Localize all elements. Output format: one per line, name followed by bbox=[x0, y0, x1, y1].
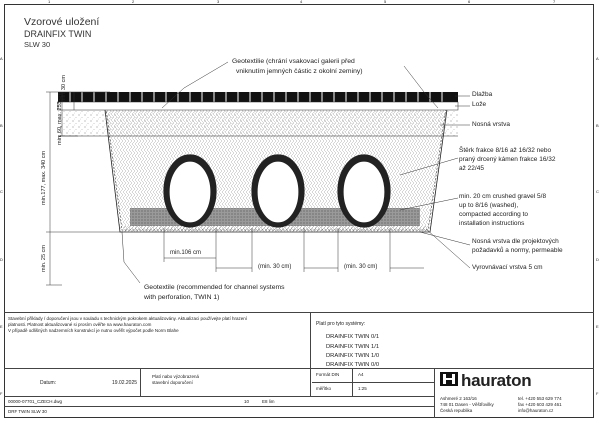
border-letter: A bbox=[596, 56, 599, 61]
label-geotextile-top: vniknutím jemných částic z okolní zeminy) bbox=[236, 68, 363, 75]
dim-min177: min.177, max. 340 cm bbox=[41, 150, 47, 205]
border-letter: F bbox=[596, 391, 599, 396]
channel-left bbox=[164, 155, 216, 227]
dim-min106: min.106 cm bbox=[170, 250, 202, 256]
border-letter: E bbox=[0, 324, 3, 329]
channel-right bbox=[338, 155, 390, 227]
label-nosna-proj: Nosná vrstva dle projektových bbox=[472, 238, 559, 245]
paving-blocks bbox=[58, 92, 458, 102]
drawing-product: DRAINFIX TWIN bbox=[24, 29, 92, 39]
company-address: Ashmeré 2 163/16 bbox=[440, 396, 477, 401]
border-number: 7 bbox=[553, 0, 556, 4]
product-item: DRAINFIX TWIN 0/1 bbox=[326, 334, 380, 340]
titleblock-line bbox=[4, 368, 594, 369]
border-number: 2 bbox=[132, 0, 135, 4]
product-item: DRAINFIX TWIN 0/0 bbox=[326, 362, 380, 368]
label-sterk: praný drcený kámen frakce 16/32 bbox=[459, 156, 556, 163]
label-geotextile-bottom: with perforation, TWIN 1) bbox=[144, 294, 220, 301]
titleblock-line bbox=[352, 368, 353, 396]
bedding-layer bbox=[58, 102, 458, 110]
label-vyrovnavaci: Vyrovnávací vrstva 5 cm bbox=[472, 264, 543, 271]
meritko-label: měřítko bbox=[316, 386, 332, 391]
titleblock-line bbox=[4, 406, 434, 407]
label-geotextile-bottom: Geotextile (recommended for channel systems bbox=[144, 284, 285, 291]
label-min20: installation instructions bbox=[459, 220, 525, 227]
channel-middle bbox=[252, 155, 304, 227]
label-min20: up to 8/16 (washed), bbox=[459, 202, 519, 209]
description: Platí nabo výzobrazená bbox=[152, 374, 200, 379]
border-letter: F bbox=[0, 391, 3, 396]
base-layer bbox=[58, 110, 458, 136]
titleblock-line bbox=[4, 396, 434, 397]
titleblock-line bbox=[4, 312, 594, 313]
product-item: DRAINFIX TWIN 1/0 bbox=[326, 353, 380, 359]
footer-name: DRF TWIN SLW 30 bbox=[8, 409, 47, 414]
label-nosna-vrstva: Nosná vrstva bbox=[472, 121, 510, 128]
border-letter: B bbox=[0, 123, 3, 128]
titleblock-line bbox=[310, 312, 311, 396]
label-sterk: Štěrk frakce 8/16 až 16/32 nebo bbox=[459, 147, 552, 154]
label-min20: min. 20 cm crushed gravel 5/8 bbox=[459, 193, 547, 200]
company-name: hauraton bbox=[461, 371, 532, 390]
titleblock-line bbox=[140, 368, 141, 396]
border-letter: C bbox=[596, 189, 599, 194]
border-number: 5 bbox=[384, 0, 387, 4]
titleblock-line bbox=[434, 368, 435, 418]
border-number: 4 bbox=[300, 0, 303, 4]
note-line: platnosti. Platnost aktualizované si prosím ověřte na www.hauraton.com bbox=[8, 322, 152, 327]
border-number: 6 bbox=[468, 0, 471, 4]
border-letter: D bbox=[596, 257, 599, 262]
border-letter: A bbox=[0, 56, 3, 61]
dim-min60: min. 60, max. 253 cm bbox=[57, 92, 63, 145]
language: E8 lim bbox=[262, 399, 275, 404]
description: stavební doporučení bbox=[152, 380, 193, 385]
sheet-number: 10 bbox=[244, 399, 250, 404]
products-heading: Platí pro tyto systémy: bbox=[316, 321, 366, 327]
product-item: DRAINFIX TWIN 1/1 bbox=[326, 344, 380, 350]
border-letter: B bbox=[596, 123, 599, 128]
company-address: Česká republika bbox=[440, 408, 473, 413]
border-number: 3 bbox=[217, 0, 220, 4]
note-line: Stavební příklady / doporučení jsou v souladu s technickým pokrokem aktualizovány. Aktualizaci používejte platí hrazení bbox=[8, 316, 248, 321]
drawing-title: Vzorové uložení bbox=[24, 16, 100, 28]
label-dlazba: Dlažba bbox=[472, 91, 493, 98]
label-sterk: až 22/45 bbox=[459, 165, 484, 172]
titleblock-line bbox=[312, 382, 434, 383]
note-line: V případě odlišných nadzemních konstrukcí je nutno ověřit výpočet podle Norm Blahe bbox=[8, 328, 179, 333]
format-value: A4 bbox=[358, 372, 364, 377]
border-letter: D bbox=[0, 257, 3, 262]
company-contact: fax +420 603 429 461 bbox=[518, 402, 562, 407]
dim-min25: min. 25 cm bbox=[41, 245, 47, 272]
border-number: 1 bbox=[48, 0, 51, 4]
dim-min30-b: (min. 30 cm) bbox=[344, 264, 378, 270]
company-contact: info@hauraton.cz bbox=[518, 408, 554, 413]
meritko-value: 1:25 bbox=[358, 386, 367, 391]
company-contact: tel. +420 553 629 774 bbox=[518, 396, 562, 401]
file-name: 00000-07701_CZECH.dwg bbox=[8, 399, 63, 404]
label-geotextile-top: Geotextilie (chrání vsakovací galerii před bbox=[232, 58, 355, 65]
border-letter: E bbox=[596, 324, 599, 329]
label-nosna-proj: požadavků a normy, permeable bbox=[472, 247, 563, 254]
dim-min30-a: (min. 30 cm) bbox=[258, 264, 292, 270]
hauraton-logo-icon bbox=[440, 372, 458, 386]
datum-label: Datum: bbox=[40, 380, 57, 386]
label-loze: Lože bbox=[472, 101, 487, 108]
format-label: Formát DIN bbox=[316, 372, 340, 377]
label-min20: compacted according to bbox=[459, 211, 529, 218]
dim-min30: min. 30 cm bbox=[61, 75, 67, 102]
datum-value: 19.02.2025 bbox=[112, 380, 138, 386]
drawing-class: SLW 30 bbox=[24, 40, 51, 49]
border-letter: C bbox=[0, 189, 3, 194]
company-address: 748 01 Dasen - Věštřovilky bbox=[440, 402, 494, 407]
